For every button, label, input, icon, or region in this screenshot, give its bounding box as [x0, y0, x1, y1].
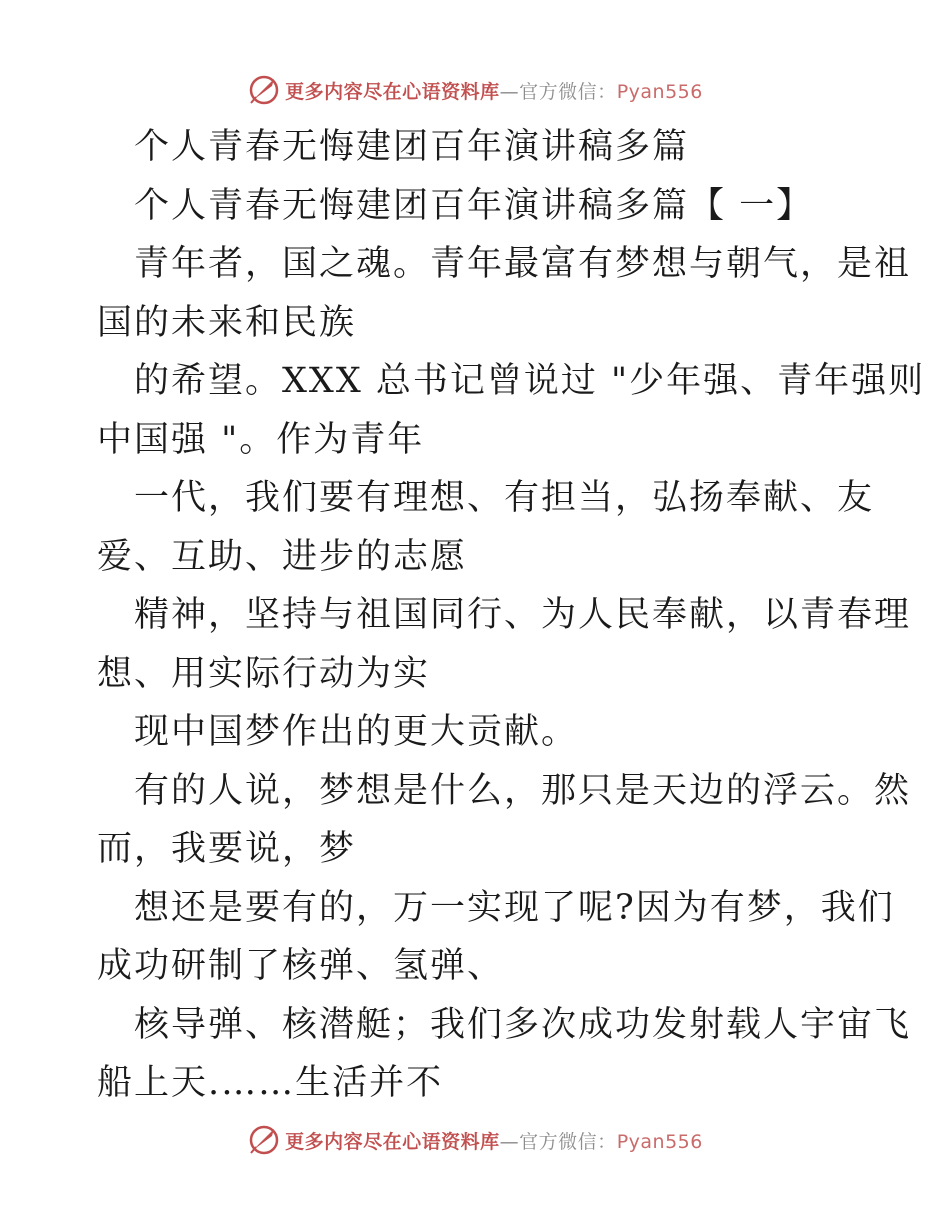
doc-line: 成功研制了核弹、氢弹、: [97, 946, 505, 986]
doc-line: 现中国梦作出的更大贡献。: [134, 712, 579, 752]
banner-wechat-id: Pyan556: [616, 80, 703, 103]
banner-official-label: 官方微信：: [519, 80, 617, 103]
doc-line: 精神，坚持与祖国同行、为人民奉献，以青春理: [134, 595, 912, 635]
banner-text: [285, 1127, 703, 1154]
doc-title: 个人青春无悔建团百年演讲稿多篇: [134, 127, 690, 167]
document-body: [97, 118, 926, 1113]
doc-line: 而，我要说，梦: [97, 829, 357, 869]
doc-section-heading: 个人青春无悔建团百年演讲稿多篇【 一】: [134, 185, 814, 226]
doc-line: 想、用实际行动为实: [97, 653, 431, 694]
footer-watermark-banner: [0, 1120, 950, 1160]
doc-line: 青年者，国之魂。青年最富有梦想与朝气，是祖: [134, 244, 912, 284]
banner-separator: —: [499, 1130, 520, 1153]
banner-wechat-id: Pyan556: [616, 1130, 703, 1153]
quill-logo-icon: [247, 1123, 281, 1157]
banner-brand: 更多内容尽在心语资料库: [285, 1130, 500, 1153]
doc-line: 想还是要有的，万一实现了呢?因为有梦，我们: [134, 887, 895, 928]
quill-logo-icon: [247, 73, 281, 107]
doc-line: 爱、互助、进步的志愿: [97, 536, 468, 577]
banner-separator: —: [499, 80, 520, 103]
doc-line: 中国强 "。作为青年: [97, 419, 425, 460]
doc-line: 一代，我们要有理想、有担当，弘扬奉献、友: [134, 478, 875, 518]
doc-line: 核导弹、核潜艇；我们多次成功发射载人宇宙飞: [134, 1004, 912, 1045]
banner-official-label: 官方微信：: [519, 1130, 617, 1153]
doc-line: 有的人说，梦想是什么，那只是天边的浮云。然: [134, 770, 912, 811]
banner-brand: 更多内容尽在心语资料库: [285, 80, 500, 103]
doc-line: 的希望。XXX 总书记曾说过 "少年强、青年强则: [134, 361, 926, 401]
doc-line: 船上天.……生活并不: [97, 1063, 444, 1103]
header-watermark-banner: [0, 70, 950, 110]
banner-text: [285, 77, 703, 104]
doc-line: 国的未来和民族: [97, 302, 357, 343]
